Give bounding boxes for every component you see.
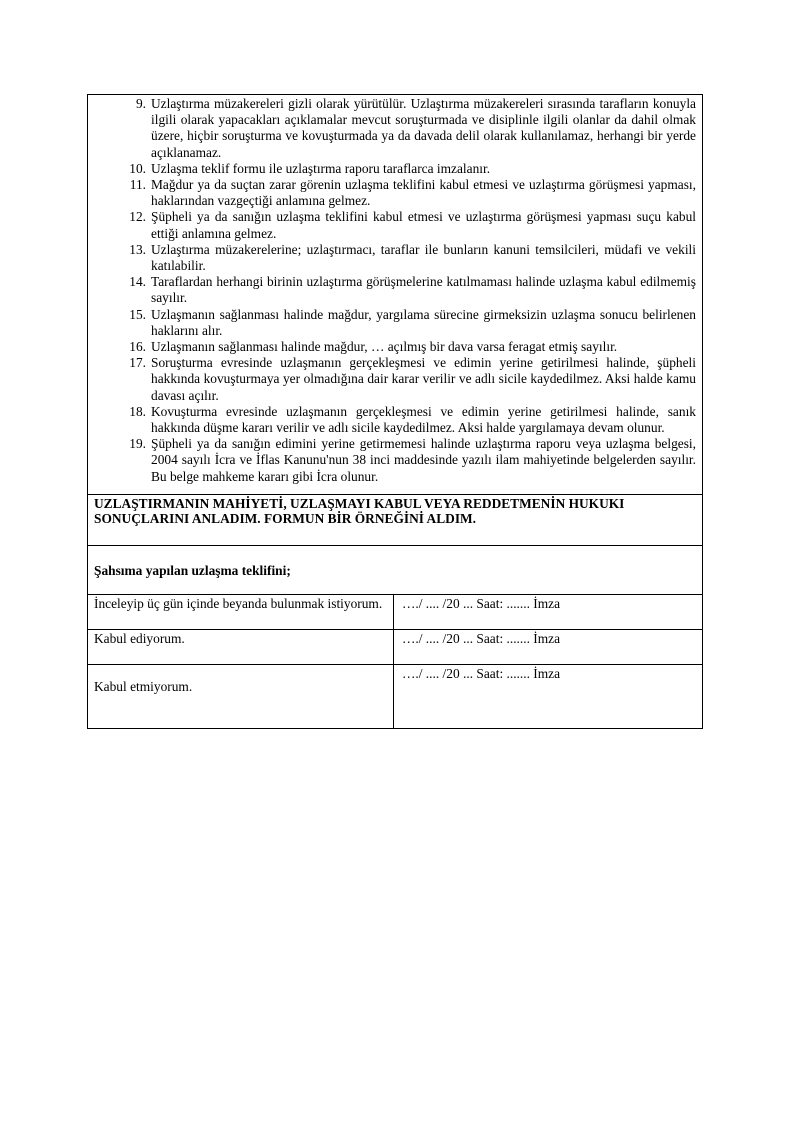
list-item: [94, 404, 696, 436]
option-label: Kabul etmiyorum.: [88, 664, 394, 728]
information-list: [94, 96, 696, 485]
list-item: [94, 96, 696, 161]
item-text: Taraflardan herhangi birinin uzlaştırma görüşmelerine katılmaması halinde uzlaşma kabul edilmemiş sayılır.: [151, 274, 696, 306]
item-text: Uzlaştırma müzakereleri gizli olarak yürütülür. Uzlaştırma müzakereleri sırasında tarafların konuyla ilgili olarak yapacakları açıklamalar mevcut soruşturmada ve disiplinle ilgili olanlar da dahil olmak üzere, hiçbir soruşturma ve kovuşturmada ya da davada delil olarak kullanılamaz, herhangi bir yerde açıklanamaz.: [151, 96, 696, 160]
item-text: Şüpheli ya da sanığın edimini yerine getirmemesi halinde uzlaştırma raporu veya uzlaşma belgesi, 2004 sayılı İcra ve İflas Kanunu'nun 38 inci maddesinde yazılı ilam mahiyetinde belgelerden sayılır. Bu belge mahkeme kararı gibi İcra olunur.: [151, 436, 696, 484]
item-number: 14.: [129, 274, 146, 290]
list-item: [94, 177, 696, 209]
item-text: Soruşturma evresinde uzlaşmanın gerçekleşmesi ve edimin yerine getirilmesi halinde, şüpheli hakkında kovuşturmaya yer olmadığına dair karar verilir ve adlı sicile kaydedilmez. Aksi halde kamu davası açılır.: [151, 355, 696, 403]
list-item: [94, 355, 696, 404]
item-text: Şüpheli ya da sanığın uzlaşma teklifini kabul etmesi ve uzlaştırma görüşmesi yapması suçu kabul ettiği anlamına gelmez.: [151, 209, 696, 241]
item-number: 17.: [129, 355, 146, 371]
option-row-reject: [88, 664, 703, 728]
list-item: [94, 436, 696, 485]
signature-field[interactable]: …./ .... /20 ... Saat: ....... İmza: [394, 664, 703, 728]
acknowledgement-statement: UZLAŞTIRMANIN MAHİYETİ, UZLAŞMAYI KABUL VEYA REDDETMENİN HUKUKI SONUÇLARINI ANLADIM. FORMUN BİR ÖRNEĞİNİ ALDIM.: [88, 494, 703, 545]
item-number: 19.: [129, 436, 146, 452]
item-text: Kovuşturma evresinde uzlaşmanın gerçekleşmesi ve edimin yerine getirilmesi halinde, sanık hakkında düşme kararı verilir ve adlı sicile kaydedilmez. Aksi halde yargılamaya devam olunur.: [151, 403, 696, 436]
option-row-review: [88, 594, 703, 629]
list-item: [94, 274, 696, 306]
list-item: [94, 339, 696, 355]
item-number: 9.: [135, 96, 146, 111]
item-text: Uzlaşmanın sağlanması halinde mağdur, … açılmış bir dava varsa feragat etmiş sayılır.: [151, 339, 618, 355]
item-number: 16.: [129, 339, 146, 355]
list-item: [94, 161, 696, 177]
item-number: 11.: [129, 177, 146, 193]
list-item: [94, 242, 696, 274]
item-number: 13.: [129, 241, 146, 257]
offer-heading: Şahsıma yapılan uzlaşma teklifini;: [94, 562, 291, 578]
signature-field[interactable]: …./ .... /20 ... Saat: ....... İmza: [394, 594, 703, 629]
item-text: Uzlaşmanın sağlanması halinde mağdur, yargılama sürecine girmeksizin uzlaşma sonucu belirlenen haklarını alır.: [151, 306, 696, 338]
list-item: [94, 209, 696, 241]
item-number: 18.: [129, 403, 146, 419]
offer-heading-cell: [88, 545, 703, 594]
item-number: 12.: [129, 209, 146, 225]
item-number: 15.: [129, 306, 146, 322]
item-text: Uzlaşma teklif formu ile uzlaştırma raporu taraflarca imzalanır.: [151, 160, 491, 176]
option-label: İnceleyip üç gün içinde beyanda bulunmak istiyorum.: [88, 594, 394, 629]
signature-field[interactable]: …./ .... /20 ... Saat: ....... İmza: [394, 629, 703, 664]
option-row-accept: [88, 629, 703, 664]
information-list-cell: [88, 95, 703, 495]
item-text: Uzlaştırma müzakerelerine; uzlaştırmacı, taraflar ile bunların kanuni temsilcileri, müdafi ve vekili katılabilir.: [151, 241, 696, 274]
item-number: 10.: [129, 160, 146, 176]
consent-form-table: [87, 94, 703, 729]
option-label: Kabul ediyorum.: [88, 629, 394, 664]
list-item: [94, 307, 696, 339]
item-text: Mağdur ya da suçtan zarar görenin uzlaşma teklifini kabul etmesi ve uzlaştırma görüşmesi yapması, haklarından vazgeçtiği anlamına gelmez.: [151, 177, 696, 209]
